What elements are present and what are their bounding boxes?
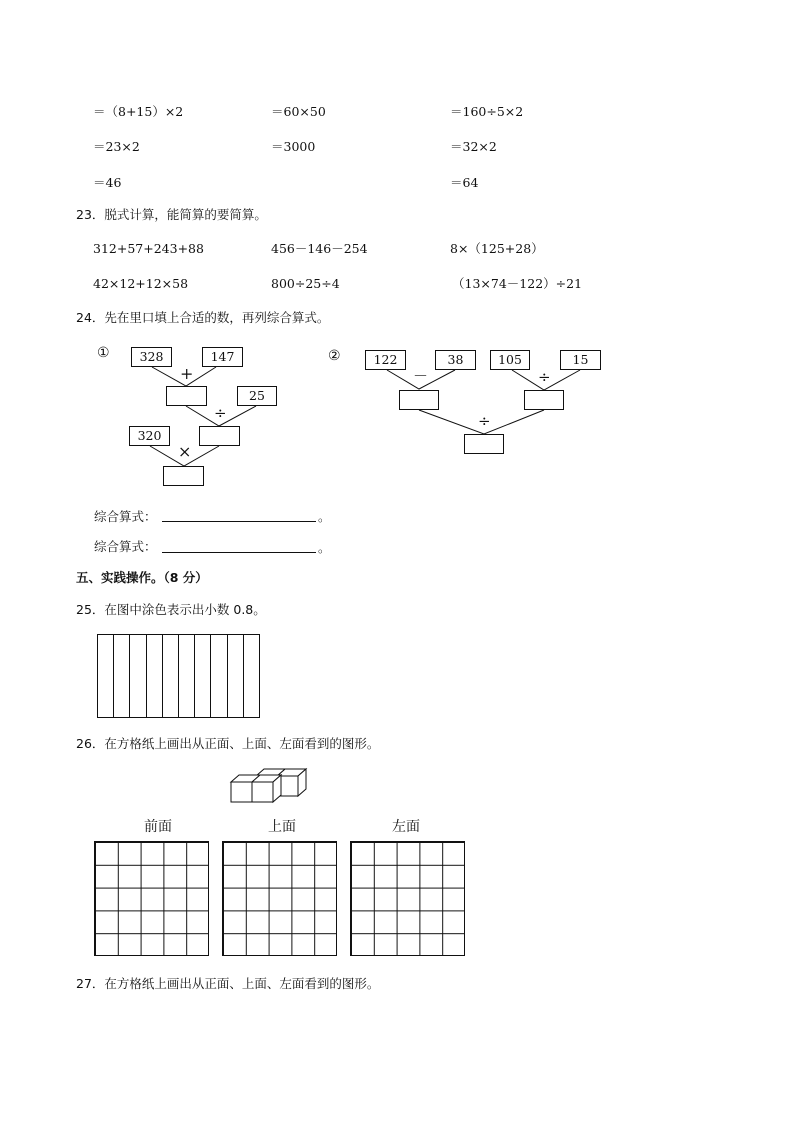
tree2-op-divide-2: ÷ — [478, 412, 491, 430]
step-1-1: ＝（8+15）×2 — [93, 104, 184, 119]
step-3-3: ＝64 — [450, 175, 479, 190]
step-2-1: ＝60×50 — [271, 104, 326, 119]
formula-label-1: 综合算式： — [94, 509, 157, 524]
view-label-front: 前面 — [144, 819, 172, 835]
tree2-box-a: 122 — [365, 350, 406, 370]
step-3-1: ＝160÷5×2 — [450, 104, 524, 119]
q23-expr-1: 312+57+243+88 — [93, 241, 204, 256]
grid-left[interactable] — [350, 841, 465, 956]
tree1-box-a: 328 — [131, 347, 172, 367]
q24-title: 24．先在里口填上合适的数，再列综合算式。 — [76, 310, 330, 325]
tree2-marker: ② — [328, 348, 341, 364]
q27-title: 27．在方格纸上画出从正面、上面、左面看到的图形。 — [76, 976, 380, 991]
tree2-box-c: 105 — [490, 350, 530, 370]
tree1-box-b: 147 — [202, 347, 243, 367]
formula-end-2: 。 — [318, 540, 331, 555]
q23-expr-4: 42×12+12×58 — [93, 276, 189, 291]
tree1-box-c: 25 — [237, 386, 277, 406]
q23-expr-3: 8×（125+28） — [450, 241, 544, 256]
tree1-op-divide: ÷ — [214, 404, 227, 422]
tree1-op-plus: + — [180, 364, 194, 383]
tree2-op-minus: － — [413, 367, 429, 385]
tree2-box-d: 15 — [560, 350, 601, 370]
grid-top[interactable] — [222, 841, 337, 956]
q23-expr-5: 800÷25÷4 — [271, 276, 340, 291]
step-2-2: ＝3000 — [271, 139, 316, 154]
tree1-op-times: × — [178, 442, 192, 461]
step-1-2: ＝23×2 — [93, 139, 140, 154]
step-1-3: ＝46 — [93, 175, 122, 190]
grid-front[interactable] — [94, 841, 209, 956]
view-label-top: 上面 — [268, 819, 296, 835]
q23-expr-2: 456－146－254 — [271, 241, 368, 256]
view-label-left: 左面 — [392, 819, 420, 835]
tree2-op-divide-1: ÷ — [538, 368, 551, 386]
q23-title: 23．脱式计算，能简算的要简算。 — [76, 207, 267, 222]
q25-title: 25．在图中涂色表示出小数 0.8。 — [76, 602, 266, 617]
q23-expr-6: （13×74－122）÷21 — [452, 276, 583, 291]
tree1-box-d: 320 — [129, 426, 170, 446]
tree2-box-b: 38 — [435, 350, 476, 370]
section5-title: 五、实践操作。（8 分） — [76, 570, 208, 585]
q26-title: 26．在方格纸上画出从正面、上面、左面看到的图形。 — [76, 736, 380, 751]
step-3-2: ＝32×2 — [450, 139, 497, 154]
formula-end-1: 。 — [318, 509, 331, 524]
tree1-marker: ① — [97, 345, 110, 361]
formula-label-2: 综合算式： — [94, 539, 157, 554]
